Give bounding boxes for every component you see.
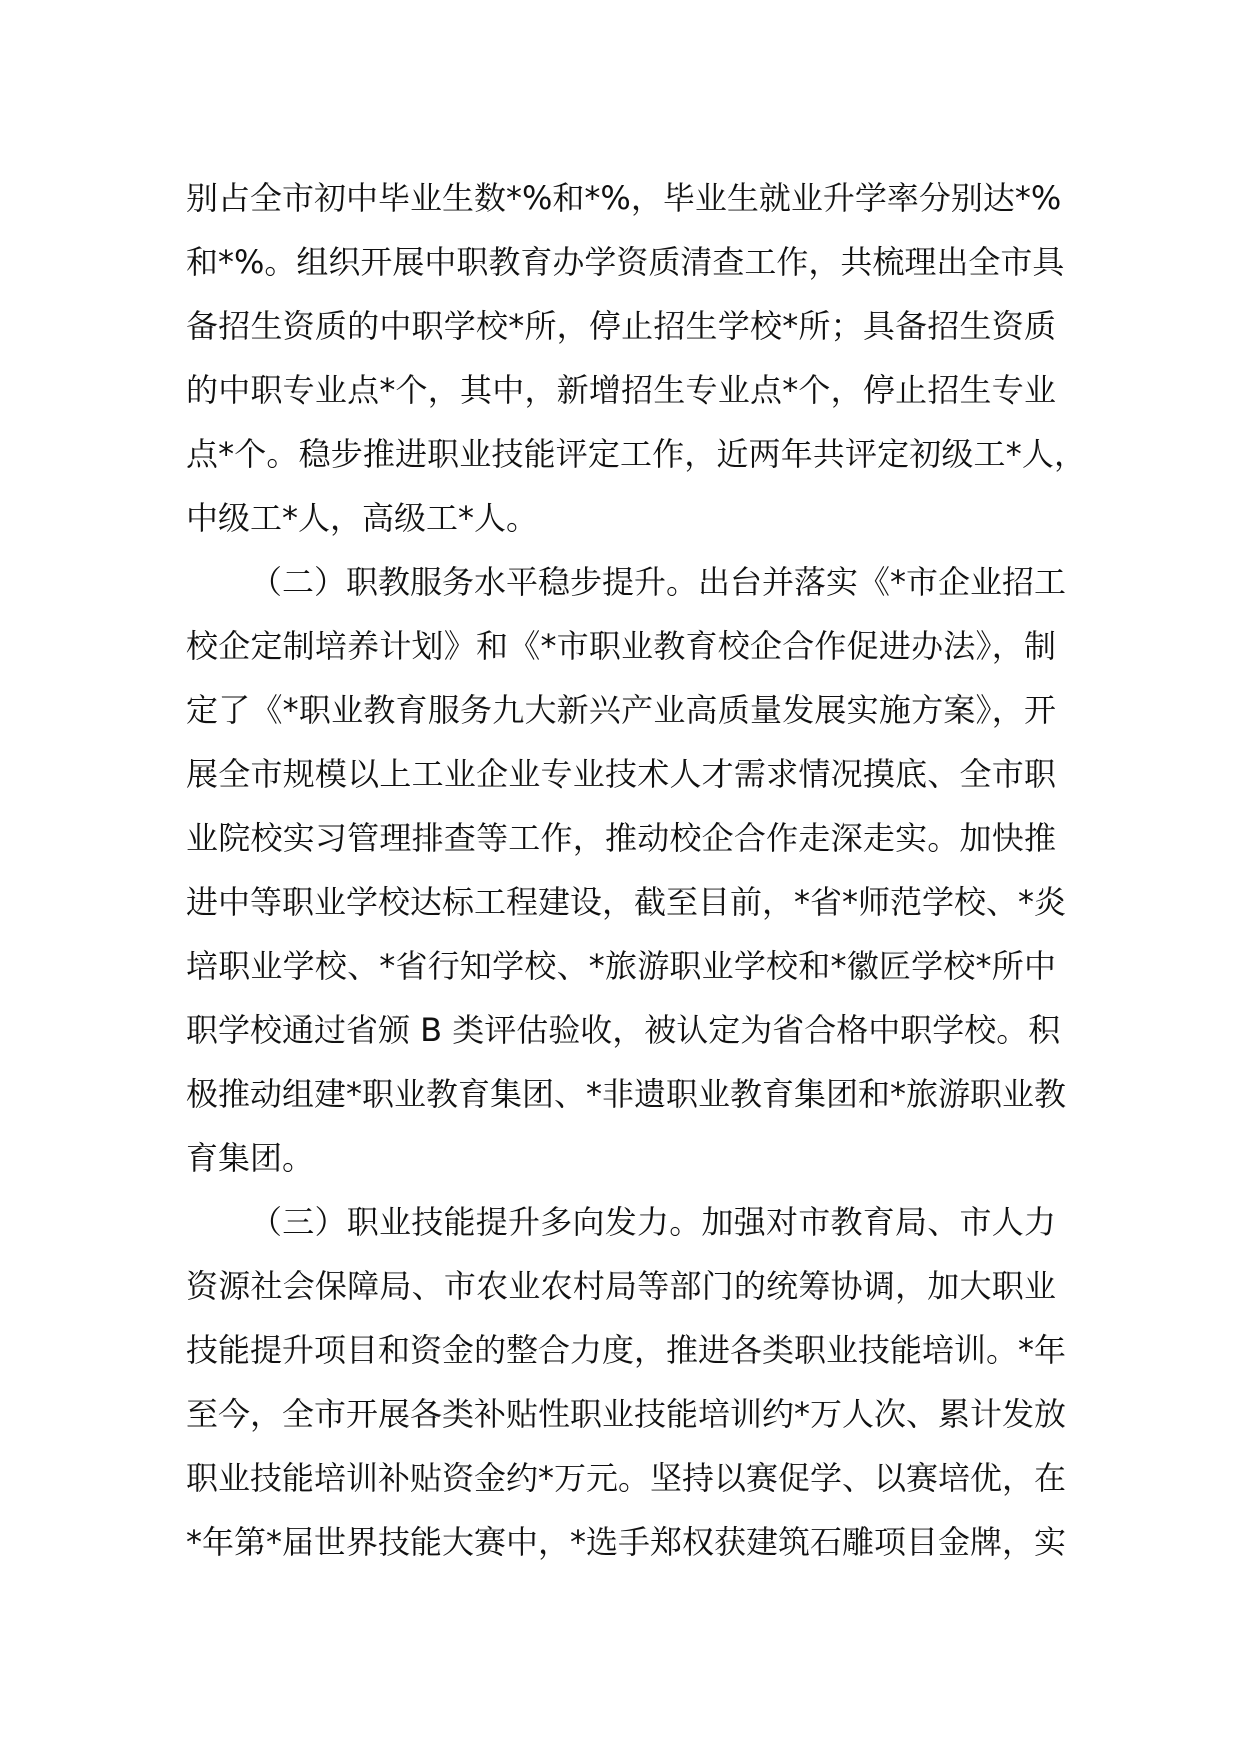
section-heading-line: （三）职业技能提升多向发力。加强对市教育局、市人力 — [250, 1203, 1056, 1241]
text-line: 职学校通过省颁 B 类评估验收，被认定为省合格中职学校。积 — [186, 1011, 1061, 1049]
text-line: 技能提升项目和资金的整合力度，推进各类职业技能培训。*年 — [186, 1331, 1067, 1369]
text-line: *年第*届世界技能大赛中，*选手郑权获建筑石雕项目金牌，实 — [186, 1523, 1067, 1561]
text-line: 的中职专业点*个，其中，新增招生专业点*个，停止招生专业 — [186, 371, 1056, 409]
text-line: 定了《*职业教育服务九大新兴产业高质量发展实施方案》，开 — [186, 691, 1056, 729]
text-line: 校企定制培养计划》和《*市职业教育校企合作促进办法》，制 — [186, 627, 1056, 665]
text-line: 育集团。 — [186, 1139, 315, 1177]
text-line: 业院校实习管理排查等工作，推动校企合作走深走实。加快推 — [186, 819, 1056, 857]
text-line: 进中等职业学校达标工程建设，截至目前，*省*师范学校、*炎 — [186, 883, 1067, 921]
text-line: 中级工*人，高级工*人。 — [186, 499, 539, 537]
text-line: 和*%。组织开展中职教育办学资质清查工作，共梳理出全市具 — [186, 243, 1065, 281]
text-line: 培职业学校、*省行知学校、*旅游职业学校和*徽匠学校*所中 — [186, 947, 1056, 985]
section-heading-line: （二）职教服务水平稳步提升。出台并落实《*市企业招工 — [250, 563, 1067, 601]
text-line: 至今，全市开展各类补贴性职业技能培训约*万人次、累计发放 — [186, 1395, 1067, 1433]
text-line: 极推动组建*职业教育集团、*非遗职业教育集团和*旅游职业教 — [186, 1075, 1067, 1113]
text-line: 别占全市初中毕业生数*%和*%，毕业生就业升学率分别达*% — [186, 179, 1062, 217]
document-body — [186, 166, 1086, 1574]
text-line: 展全市规模以上工业企业专业技术人才需求情况摸底、全市职 — [186, 755, 1056, 793]
text-line: 资源社会保障局、市农业农村局等部门的统筹协调，加大职业 — [186, 1267, 1056, 1305]
text-line: 职业技能培训补贴资金约*万元。坚持以赛促学、以赛培优，在 — [186, 1459, 1067, 1497]
text-line: 备招生资质的中职学校*所，停止招生学校*所；具备招生资质 — [186, 307, 1056, 345]
text-line: 点*个。稳步推进职业技能评定工作，近两年共评定初级工*人， — [186, 435, 1086, 473]
